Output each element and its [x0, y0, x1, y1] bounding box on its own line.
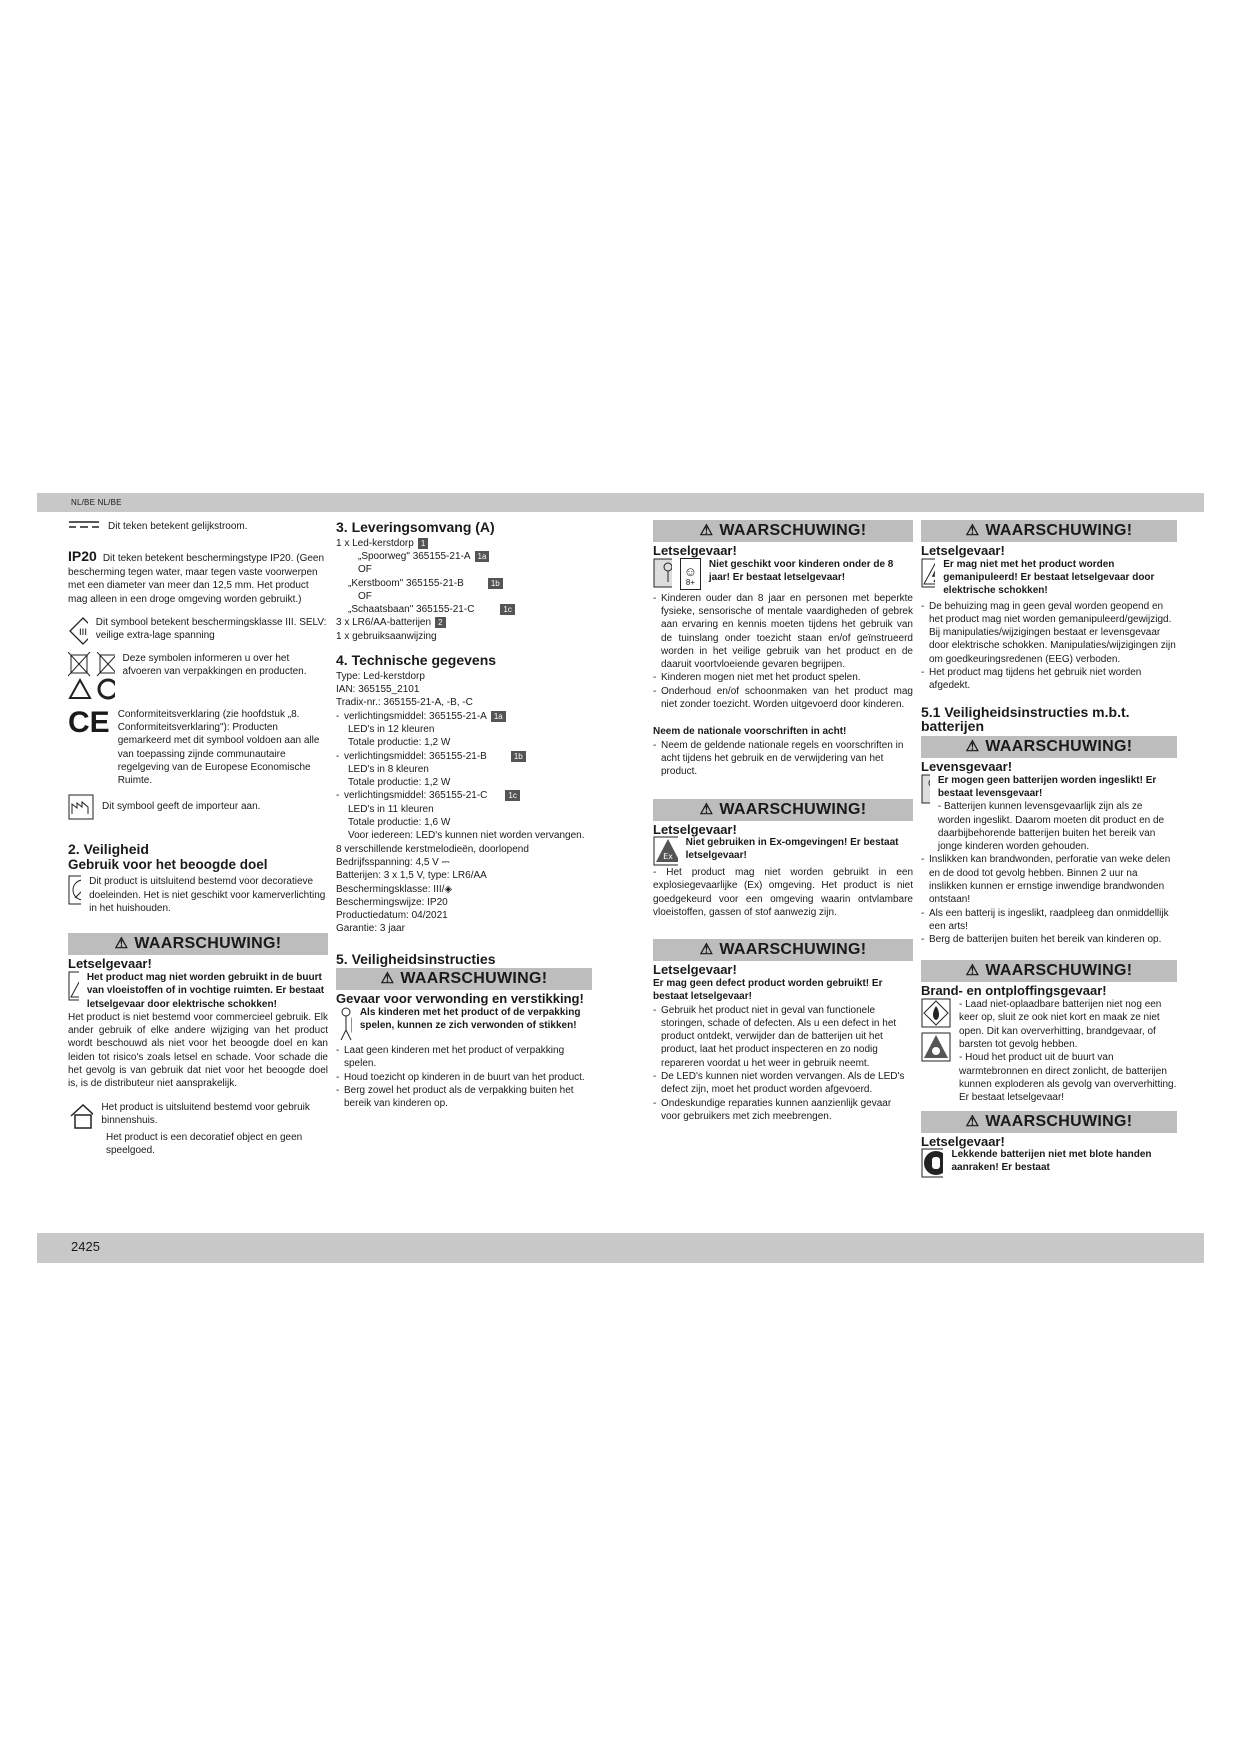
ip20-label: IP20 [68, 548, 97, 565]
warning-banner [653, 520, 913, 542]
warning-subtitle: Letselgevaar! [653, 821, 737, 837]
bullet-item: - Inslikken kan brandwonden, perforatie van weke delen en de dood tot gevolg hebben. Binnen 2 uur na inslikken kunnen er ernstige inwendige brandwonden ontstaan! [921, 853, 1177, 906]
column-2 [336, 520, 592, 1111]
spec-line: Tradix-nr.: 365155-21-A, -B, -C [336, 697, 473, 709]
delivery-item: 1 x gebruiksaanwijzing [336, 630, 437, 642]
no-room-lighting-icon [68, 875, 81, 905]
bullet-item: - Berg de batterijen buiten het bereik van kinderen op. [921, 933, 1177, 946]
age-badge-label: 8+ [685, 578, 695, 588]
bullet-item: - Onderhoud en/of schoonmaken van het product mag niet zonder toezicht. Worden uitgevoerd door kinderen. [653, 685, 913, 712]
lamp-item: - verlichtingsmiddel: 365155-21-B 1b [336, 750, 592, 763]
bullet-list [653, 739, 913, 779]
warning-subtitle: Letselgevaar! [921, 543, 1005, 558]
section-2-title: 2. Veiligheid [68, 840, 149, 857]
warning-subtitle: Letselgevaar! [921, 1133, 1005, 1149]
bullet-list [653, 1004, 913, 1124]
protection-class-3-icon: ◈ [444, 883, 453, 895]
warning-triangle-icon: ⚠ [380, 970, 395, 988]
column-3 [653, 520, 913, 1123]
warning-body-row [921, 998, 1177, 1104]
warning-triangle-icon: ⚠ [965, 737, 980, 755]
bullet-item: - Kinderen mogen niet met het product spelen. [653, 671, 913, 684]
spec-line: 8 verschillende kerstmelodieën, doorlopend [336, 843, 529, 855]
spec-line: Beschermingsklasse: III/◈ [336, 883, 453, 895]
lamp-leds: LED's in 11 kleuren [348, 803, 434, 815]
recycle-row [68, 652, 328, 702]
warning-text: Het product is niet bestemd voor commercieel gebruik. Elk ander gebruik of elke andere wijziging van het product wordt beschouwd als niet voor het beoogde doel en kan leiden tot risico's zoals letsel en schade. Voor schade die het gevolg is van gebruik dat niet voor het beoogde doel is, is de distributeur niet aansprakelijk. [68, 1011, 328, 1090]
lamp-power: Totale productie: 1,6 W [348, 817, 451, 829]
importer-text: Dit symbool geeft de importeur aan. [102, 800, 261, 812]
page-number: 2425 [71, 1239, 100, 1254]
warning-subtitle: Letselgevaar! [68, 956, 152, 972]
child-supervision-icon [653, 558, 672, 588]
warning-bold-text: Lekkende batterijen niet met blote handen aanraken! Er bestaat [951, 1149, 1152, 1174]
column-1 [68, 520, 328, 1157]
warning-body-row [336, 1006, 592, 1042]
electric-shock-icon [68, 971, 79, 1001]
child-battery-icon [921, 774, 930, 804]
warning-label: WAARSCHUWING! [985, 1112, 1133, 1130]
delivery-item: OF [358, 590, 372, 602]
child-with-bag-icon [336, 1006, 352, 1042]
warning-label: WAARSCHUWING! [719, 522, 867, 539]
warning-body-row [921, 774, 1177, 854]
warning-bold-text: Er mag niet met het product worden gemanipuleerd! Er bestaat letselgevaar door elektrische schokken! [943, 558, 1155, 597]
warning-triangle-icon: ⚠ [699, 941, 714, 959]
recycling-symbols-icon [68, 652, 115, 702]
footer-band [37, 1233, 1204, 1263]
warning-body-row [653, 558, 913, 590]
warning-label: WAARSCHUWING! [985, 737, 1133, 755]
lamp-list [336, 710, 592, 723]
warning-bold-text: Niet geschikt voor kinderen onder de 8 jaar! Er bestaat letselgevaar! [708, 558, 894, 583]
bullet-item: - Ondeskundige reparaties kunnen aanzienlijk gevaar voor gebruikers met zich meebrengen. [653, 1097, 913, 1124]
warning-text: - Laad niet-oplaadbare batterijen niet nog een keer op, sluit ze ook niet kort en maak ze niet open. Dit kan oververhitting, brandgevaar, of barsten tot gevolg hebben. [959, 999, 1162, 1051]
warning-text: - Batterijen kunnen levensgevaarlijk zijn als ze worden ingeslikt. Daarom moeten dit product en de daarbijbehorende batterijen buiten het bereik van jonge kinderen worden gehouden. [937, 801, 1165, 853]
section-2-text: Dit product is uitsluitend bestemd voor decoratieve doeleinden. Het is niet geschikt voor kamerverlichting in het huishouden. [89, 876, 326, 915]
age-badge [680, 558, 701, 590]
warning-banner [653, 939, 913, 961]
factory-icon [68, 794, 94, 820]
warning-subtitle: Letselgevaar! [653, 962, 737, 978]
importer-row [68, 794, 328, 820]
decorative-object-text: Het product is een decoratief object en geen speelgoed. [106, 1131, 303, 1156]
dc-symbol-row [68, 520, 328, 533]
warning-subtitle: Letselgevaar! [653, 543, 737, 558]
warning-triangle-icon: ⚠ [965, 962, 980, 980]
warning-triangle-icon: ⚠ [114, 935, 129, 953]
section-2-subtitle: Gebruik voor het beoogde doel [68, 857, 268, 873]
warning-body-row [921, 1148, 1177, 1178]
warning-bold-text: Als kinderen met het product of de verpakking spelen, kunnen ze zich verwonden of stikken! [359, 1007, 581, 1032]
indoor-house-icon [68, 1101, 93, 1131]
explosion-icon [921, 1032, 951, 1062]
class3-text: Dit symbool betekent beschermingsklasse III. SELV: veilige extra-lage spanning [95, 616, 327, 642]
warning-triangle-icon: ⚠ [699, 522, 714, 539]
ce-text: Conformiteitsverklaring (zie hoofdstuk „8. Conformiteitsverklaring"): Producten gemarkeerd met dit symbool voldoen aan alle van toepassing zijnde communautaire regelgeving van de Europese Economische Ruimte. [117, 708, 320, 787]
spec-line: Bedrijfsspanning: 4,5 V ⎓ [336, 856, 450, 868]
warning-banner [921, 960, 1177, 982]
ce-mark-icon: CE [68, 705, 110, 739]
spec-line: Productiedatum: 04/2021 [336, 910, 448, 922]
spec-line: Beschermingswijze: IP20 [336, 896, 448, 908]
lamp-leds: LED's in 12 kleuren [348, 723, 435, 735]
gloves-icon [921, 1148, 943, 1178]
warning-body-row [653, 836, 913, 866]
dc-text: Dit teken betekent gelijkstroom. [108, 521, 248, 532]
bullet-item: - De behuizing mag in geen geval worden geopend en het product mag niet worden gemanipuleerd/gewijzigd. Bij manipulaties/wijzigingen bestaat er levensgevaar door elektrische schokken. Manipulaties/wijzigingen zijn om goedkeuringsredenen (EEG) verboden. [921, 600, 1177, 666]
indoor-text: Het product is uitsluitend bestemd voor gebruik binnenshuis. [101, 1101, 310, 1126]
bullet-item: - Laat geen kinderen met het product of verpakking spelen. [336, 1044, 592, 1071]
delivery-item: OF [358, 564, 372, 576]
warning-banner [921, 736, 1177, 758]
indoor-row [68, 1101, 328, 1131]
warning-label: WAARSCHUWING! [719, 800, 867, 818]
lamp-item: - verlichtingsmiddel: 365155-21-C 1c [336, 789, 592, 802]
section-5-1-title: 5.1 Veiligheidsinstructies m.b.t. batterijen [921, 703, 1130, 735]
warning-bold-text: Er mag geen defect product worden gebruikt! Er bestaat letselgevaar! [653, 977, 883, 1003]
direct-current-icon [68, 520, 100, 530]
warning-label: WAARSCHUWING! [985, 962, 1133, 980]
delivery-item: 1 x Led-kerstdorp 1 [336, 537, 592, 550]
language-code: NL/BE NL/BE [71, 498, 122, 507]
warning-banner [336, 968, 592, 990]
bullet-item: - Als een batterij is ingeslikt, raadpleeg dan onmiddellijk een arts! [921, 907, 1177, 934]
warning-banner [921, 520, 1177, 542]
section-3-title: 3. Leveringsomvang (A) [336, 519, 495, 535]
warning-bold-text: Niet gebruiken in Ex-omgevingen! Er bestaat letselgevaar! [685, 837, 899, 862]
warning-banner [921, 1111, 1177, 1133]
direct-current-icon: ⎓ [441, 856, 450, 868]
bullet-item: - De LED's kunnen niet worden vervangen. Als de LED's defect zijn, moet het product worden afgevoerd. [653, 1070, 913, 1097]
lamp-note: Voor iedereen: LED's kunnen niet worden vervangen. [348, 830, 585, 842]
bullet-item: - Berg zowel het product als de verpakking buiten het bereik van kinderen op. [336, 1084, 592, 1111]
delivery-item: „Spoorweg" 365155-21-A 1a [336, 550, 592, 563]
warning-triangle-icon: ⚠ [965, 1112, 980, 1130]
section-4-title: 4. Technische gegevens [336, 652, 497, 669]
warning-triangle-icon: ⚠ [699, 800, 714, 818]
warning-banner [68, 933, 328, 955]
delivery-item: „Schaatsbaan" 365155-21-C 1c [336, 603, 592, 616]
spec-line: IAN: 365155_2101 [336, 684, 420, 696]
fire-hazard-icon [921, 998, 951, 1028]
bullet-item: - Houd toezicht op kinderen in de buurt van het product. [336, 1071, 592, 1084]
bullet-list [921, 600, 1177, 693]
bullet-item: - Gebruik het product niet in geval van functionele storingen, schade of defecten. Als u een defect in het product ontdekt, verwijder dan de batterijen uit het product, laat het product inspecteren en zo nodig repareren voordat u het weer in gebruik neemt. [653, 1004, 913, 1070]
lamp-power: Totale productie: 1,2 W [348, 737, 451, 749]
class3-row [68, 616, 328, 646]
ip20-block [68, 547, 328, 606]
bullet-item: - Het product mag tijdens het gebruik niet worden afgedekt. [921, 666, 1177, 693]
ip20-text: Dit teken betekent beschermingstype IP20. (Geen bescherming tegen water, maar tegen vaste voorwerpen met een diameter van meer dan 12,5 mm. Het product mag alleen in een droge omgeving worden gebruikt.) [68, 553, 325, 605]
warning-triangle-icon: ⚠ [965, 522, 980, 539]
spec-line: Garantie: 3 jaar [336, 923, 405, 935]
hazard-icons [921, 998, 951, 1062]
warning-bold-text: Er mogen geen batterijen worden ingeslikt! Er bestaat levensgevaar! [937, 774, 1157, 799]
bullet-list [653, 592, 913, 712]
warning-label: WAARSCHUWING! [719, 941, 867, 959]
face-icon: ☺ [683, 564, 698, 580]
warning-label: WAARSCHUWING! [985, 522, 1133, 539]
national-rules-title: Neem de nationale voorschriften in acht! [653, 726, 847, 738]
recycle-text: Deze symbolen informeren u over het afvoeren van verpakkingen en producten. [122, 652, 307, 678]
delivery-item: 3 x LR6/AA-batterijen 2 [336, 616, 592, 629]
bullet-item: - Neem de geldende nationale regels en voorschriften in acht tijdens het gebruik en de verwijdering van het product. [653, 739, 913, 779]
warning-label: WAARSCHUWING! [134, 935, 282, 953]
bullet-item: - Kinderen ouder dan 8 jaar en personen met beperkte fysieke, sensorische of mentale vaardigheden of gebrek aan ervaring en kennis moeten tijdens het gebruik van de tuinslang onder toezicht staan en/of geïnstrueerd worden in het veilige gebruik van het product en de daaruit voortvloeiende gevaren begrijpen. [653, 592, 913, 672]
warning-text-block [938, 774, 1177, 854]
bullet-list [336, 1044, 592, 1110]
warning-text: - Het product mag niet worden gebruikt in een explosiegevaarlijke (Ex) omgeving. Het product is niet goedgekeurd voor een omgeving waarin ontvlambare vloeistoffen, gassen of stof aanwezig zijn. [653, 867, 913, 919]
lamp-item: - verlichtingsmiddel: 365155-21-A 1a [336, 710, 592, 723]
warning-bold-text: Het product mag niet worden gebruikt in de buurt van vloeistoffen of in vochtige ruimten. Er bestaat letselgevaar door elektrische schokken! [86, 971, 325, 1010]
svg-text:Ex: Ex [663, 852, 673, 862]
header-band [37, 493, 1204, 512]
delivery-item: „Kerstboom" 365155-21-B 1b [336, 577, 592, 590]
section-5-title: 5. Veiligheidsinstructies [336, 950, 496, 967]
warning-label: WAARSCHUWING! [400, 970, 548, 988]
bullet-list [921, 853, 1177, 946]
warning-text-block [959, 998, 1177, 1104]
decorative-row [68, 875, 328, 915]
spec-line: Type: Led-kerstdorp [336, 670, 425, 682]
warning-subtitle: Brand- en ontploffingsgevaar! [921, 983, 1107, 999]
warning-subtitle: Gevaar voor verwonding en verstikking! [336, 991, 584, 1007]
ce-row [68, 705, 328, 788]
warning-text: - Houd het product uit de buurt van warmtebronnen en direct zonlicht, de batterijen kunnen exploderen als gevolg van oververhitting. Er bestaat letselgevaar! [959, 1052, 1177, 1104]
lamp-power: Totale productie: 1,2 W [348, 777, 451, 789]
warning-body-row [921, 558, 1177, 598]
warning-body-row [68, 971, 328, 1011]
spec-line: Batterijen: 3 x 1,5 V, type: LR6/AA [336, 870, 487, 882]
column-4 [921, 520, 1177, 1178]
warning-subtitle: Levensgevaar! [921, 758, 1013, 774]
protection-class-3-icon [68, 616, 88, 646]
electric-shock-icon [921, 558, 935, 588]
svg-text:III: III [79, 627, 87, 638]
explosion-hazard-icon [653, 836, 678, 866]
warning-banner [653, 799, 913, 821]
lamp-leds: LED's in 8 kleuren [348, 763, 429, 775]
